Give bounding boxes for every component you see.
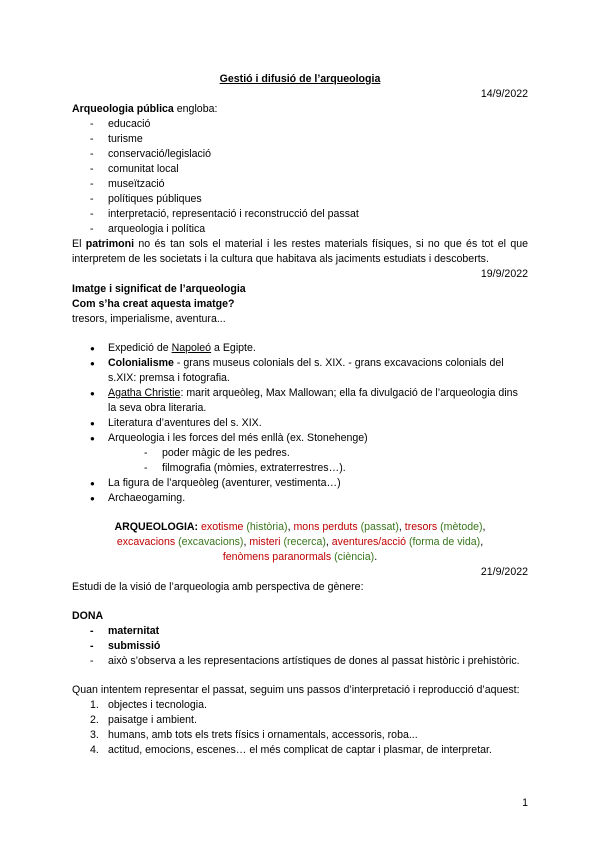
list-item: ● Arqueologia i les forces del més enllà (ex. Stonehenge) - poder màgic de les pedres. - filmografia (mòmies, extraterrestres…). (90, 431, 528, 476)
list-item: - educació (90, 117, 528, 132)
page-number: 1 (522, 797, 528, 809)
sub-list-item: - poder màgic de les pedres. (144, 446, 528, 461)
public-archaeology-list (72, 117, 528, 237)
napoleo-link[interactable]: Napoleó (171, 342, 212, 354)
list-item: - polítiques públiques (90, 192, 528, 207)
document-title: Gestió i difusió de l’arqueologia (219, 73, 381, 85)
public-archaeology-lead: Arqueologia pública engloba: (72, 103, 218, 115)
agatha-christie-link[interactable]: Agatha Christie (108, 387, 181, 399)
date-3: 21/9/2022 (480, 566, 528, 578)
list-item: ● Agatha Christie: marit arqueòleg, Max Mallowan; ella fa divulgació de l’arqueologia dins la seva obra literaria. (90, 386, 528, 416)
sub-list-item: - filmografia (mòmies, extraterrestres…). (144, 461, 528, 476)
date-2: 19/9/2022 (480, 268, 528, 280)
section-image-meaning (72, 282, 528, 506)
list-item: - conservació/legislació (90, 147, 528, 162)
list-item: 4. actitud, emocions, escenes… el més complicat de captar i plasmar, de interpretar. (90, 744, 492, 756)
list-item: - comunitat local (90, 162, 528, 177)
list-item: ● Colonialisme - grans museus colonials del s. XIX. - grans excavacions colonials del s.XIX: premsa i fotografia. (90, 356, 528, 386)
list-item: 1. objectes i tecnologia. (90, 699, 207, 711)
document-page (72, 72, 528, 758)
archaeology-concepts: ARQUEOLOGIA: exotisme (història), mons perduts (passat), tresors (mètode), excavacions (excavacions), misteri (recerca), aventures/acció (forma de vida), fenòmens paranormals (ciència). (114, 521, 486, 563)
gender-intro: Estudi de la visió de l’arqueologia amb perspectiva de gènere: (72, 581, 364, 593)
section-public-archaeology (72, 102, 528, 267)
date-1: 14/9/2022 (480, 88, 528, 100)
list-item: - arqueologia i política (90, 222, 528, 237)
list-item: - maternitat (90, 624, 528, 639)
list-item: ● Archaeogaming. (90, 491, 528, 506)
list-item: 2. paisatge i ambient. (90, 714, 197, 726)
steps-list (72, 698, 528, 758)
list-item: ● La figura de l’arqueòleg (aventurer, vestimenta…) (90, 476, 528, 491)
list-item: ● Expedició de Napoleó a Egipte. (90, 341, 528, 356)
image-list (72, 341, 528, 506)
section-heading: Imatge i significat de l’arqueologia (72, 283, 246, 295)
list-item: - interpretació, representació i reconstrucció del passat (90, 207, 528, 222)
list-item: - turisme (90, 132, 528, 147)
dona-heading: DONA (72, 610, 104, 622)
sub-list (108, 446, 528, 476)
list-item: - això s’observa a les representacions artístiques de dones al passat històric i prehistòric. (90, 654, 528, 669)
image-intro: tresors, imperialisme, aventura... (72, 313, 226, 325)
dona-list (72, 624, 528, 669)
steps-paragraph: Quan intentem representar el passat, seguim uns passos d’interpretació i reproducció d’aquest: (72, 684, 520, 696)
list-item: - submissió (90, 639, 528, 654)
list-item: - museïtzació (90, 177, 528, 192)
list-item: 3. humans, amb tots els trets físics i ornamentals, accessoris, roba... (90, 729, 418, 741)
list-item: ● Literatura d’aventures del s. XIX. (90, 416, 528, 431)
section-subheading: Com s’ha creat aquesta imatge? (72, 298, 235, 310)
heritage-paragraph: El patrimoni no és tan sols el material i les restes materials físiques, si no que és tot el que interpretem de les societats i la cultura que habitava als jaciments estudiats i descoberts. (72, 238, 528, 265)
section-gender (72, 580, 528, 758)
